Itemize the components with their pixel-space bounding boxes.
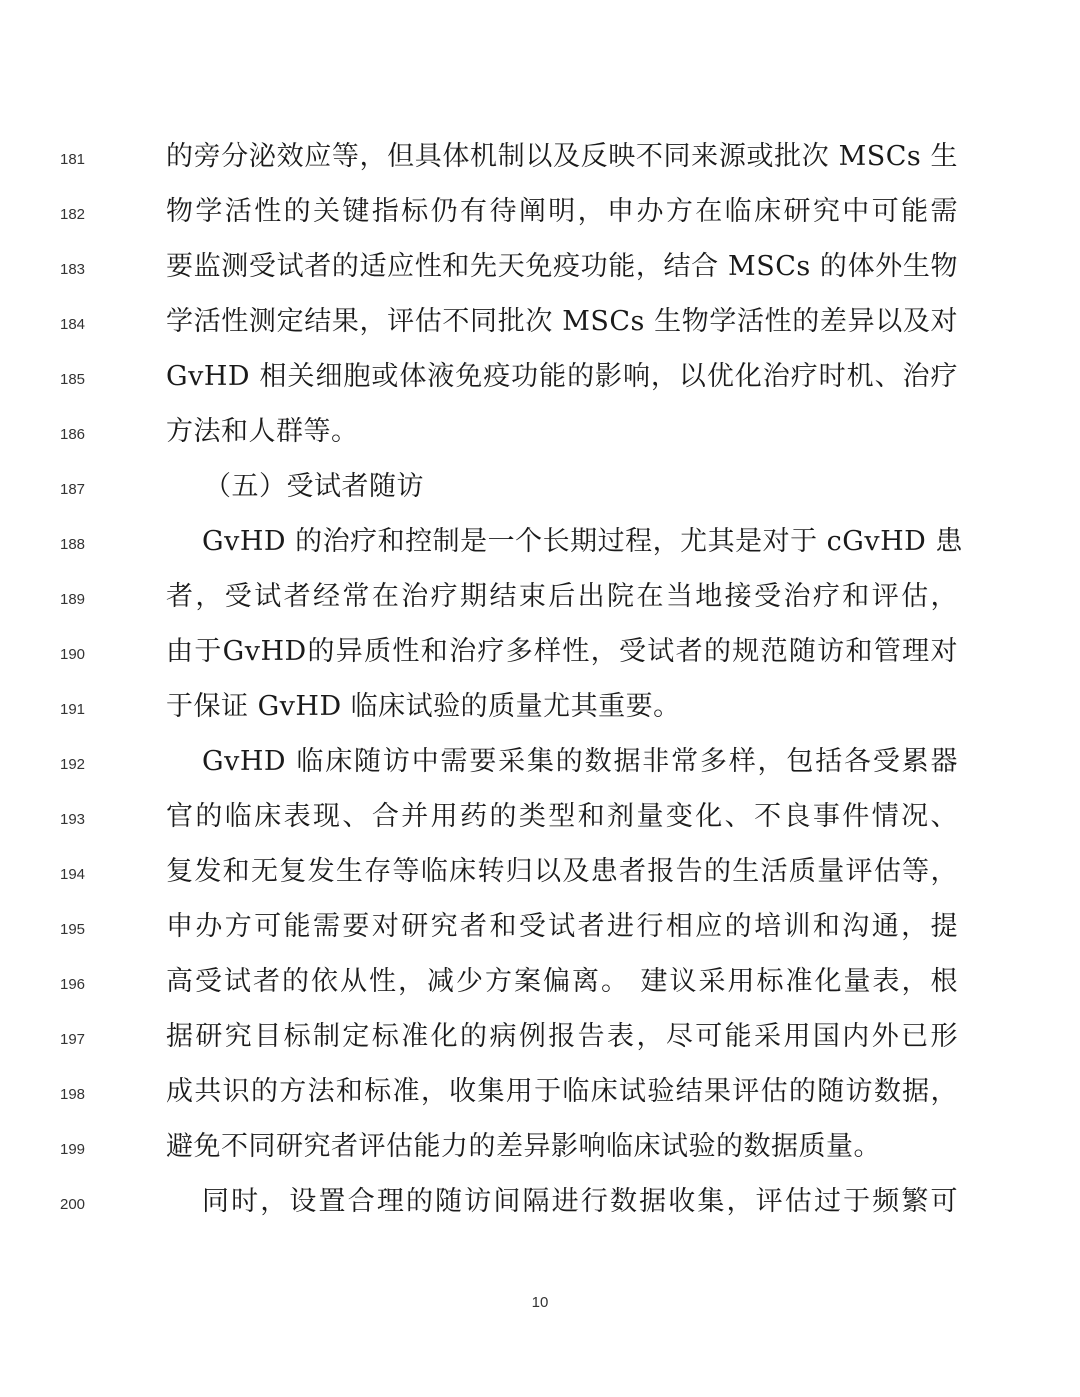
line-number: 197 xyxy=(60,1031,86,1048)
line-183 xyxy=(0,247,1080,302)
line-text: 复发和无复发生存等临床转归以及患者报告的生活质量评估等， xyxy=(166,856,958,887)
line-198 xyxy=(0,1072,1080,1127)
line-text: 物学活性的关键指标仍有待阐明，申办方在临床研究中可能需 xyxy=(166,196,958,227)
line-200 xyxy=(0,1182,1080,1237)
line-186 xyxy=(0,412,1080,467)
line-number: 184 xyxy=(60,316,86,333)
line-text: 要监测受试者的适应性和先天免疫功能，结合 MSCs 的体外生物 xyxy=(166,251,958,282)
line-number: 181 xyxy=(60,151,86,168)
line-text: 于保证 GvHD 临床试验的质量尤其重要。 xyxy=(166,691,681,722)
line-number: 185 xyxy=(60,371,86,388)
line-text: GvHD 的治疗和控制是一个长期过程，尤其是对于 cGvHD 患 xyxy=(202,526,963,557)
line-text: 成共识的方法和标准，收集用于临床试验结果评估的随访数据， xyxy=(166,1076,958,1107)
line-text: 申办方可能需要对研究者和受试者进行相应的培训和沟通，提 xyxy=(166,911,958,942)
line-text: GvHD 相关细胞或体液免疫功能的影响，以优化治疗时机、治疗 xyxy=(166,361,958,392)
line-text: 同时，设置合理的随访间隔进行数据收集，评估过于频繁可 xyxy=(202,1186,958,1217)
line-189 xyxy=(0,577,1080,632)
line-text: 方法和人群等。 xyxy=(166,416,359,447)
line-number: 182 xyxy=(60,206,86,223)
line-184 xyxy=(0,302,1080,357)
line-182 xyxy=(0,192,1080,247)
line-text: 由于GvHD的异质性和治疗多样性，受试者的规范随访和管理对 xyxy=(166,636,958,667)
line-text: 学活性测定结果，评估不同批次 MSCs 生物学活性的差异以及对 xyxy=(166,306,958,337)
line-text: 避免不同研究者评估能力的差异影响临床试验的数据质量。 xyxy=(166,1131,881,1162)
line-number: 183 xyxy=(60,261,86,278)
line-number: 198 xyxy=(60,1086,86,1103)
line-number: 191 xyxy=(60,701,86,718)
line-number: 194 xyxy=(60,866,86,883)
line-number: 193 xyxy=(60,811,86,828)
section-heading: （五）受试者随访 xyxy=(204,471,424,502)
line-number: 187 xyxy=(60,481,86,498)
line-number: 190 xyxy=(60,646,86,663)
line-193 xyxy=(0,797,1080,852)
line-195 xyxy=(0,907,1080,962)
line-number: 200 xyxy=(60,1196,86,1213)
line-number: 189 xyxy=(60,591,86,608)
line-192 xyxy=(0,742,1080,797)
line-number: 195 xyxy=(60,921,86,938)
line-188 xyxy=(0,522,1080,577)
line-181 xyxy=(0,137,1080,192)
line-number: 199 xyxy=(60,1141,86,1158)
line-text: 官的临床表现、合并用药的类型和剂量变化、不良事件情况、 xyxy=(166,801,958,832)
line-191 xyxy=(0,687,1080,742)
line-187 xyxy=(0,467,1080,522)
line-196 xyxy=(0,962,1080,1017)
line-199 xyxy=(0,1127,1080,1182)
line-number: 192 xyxy=(60,756,86,773)
page-number: 10 xyxy=(531,1294,549,1311)
line-text: 者，受试者经常在治疗期结束后出院在当地接受治疗和评估， xyxy=(166,581,958,612)
line-text: 的旁分泌效应等，但具体机制以及反映不同来源或批次 MSCs 生 xyxy=(166,141,958,172)
line-text: 高受试者的依从性，减少方案偏离。 建议采用标准化量表，根 xyxy=(166,966,958,997)
line-text: GvHD 临床随访中需要采集的数据非常多样，包括各受累器 xyxy=(202,746,958,777)
line-number: 186 xyxy=(60,426,86,443)
line-194 xyxy=(0,852,1080,907)
line-197 xyxy=(0,1017,1080,1072)
line-text: 据研究目标制定标准化的病例报告表，尽可能采用国内外已形 xyxy=(166,1021,958,1052)
line-number: 196 xyxy=(60,976,86,993)
line-190 xyxy=(0,632,1080,687)
line-number: 188 xyxy=(60,536,86,553)
line-185 xyxy=(0,357,1080,412)
